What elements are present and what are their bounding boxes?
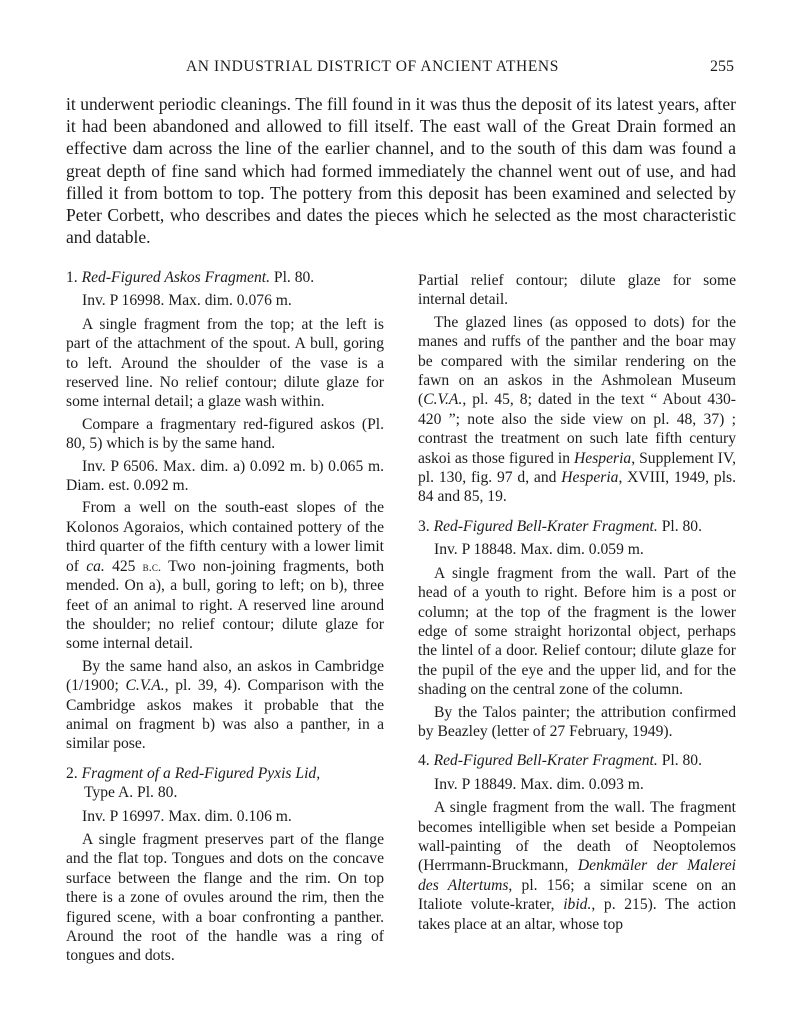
entry-3-title: Red-Figured Bell-Krater Fragment. [433, 517, 658, 535]
entry-1-number: 1. [66, 269, 78, 286]
entry-2-heading [66, 764, 384, 803]
entry-2-comparison: The glazed lines (as opposed to dots) for the manes and ruffs of the panther and the boar may be compared with the similar rendering on the fawn on an askos in the Ashmolean Museum (C.V.A., pl. 45, 8; dated in the text “ About 430-420 ”; note also the side view on pl. 48, 37) ; contrast the treatment on such late fifth century askoi as those figured in Hesperia, Supplement IV, pl. 130, fig. 97 d, and Hesperia, XVIII, 1949, pls. 84 and 85, 19. [418, 313, 736, 506]
entry-2-title: Fragment of a Red-Figured Pyxis Lid, [81, 764, 321, 782]
entry-4-description: A single fragment from the wall. The fragment becomes intelligible when set beside a Pompeian wall-painting of the death of Neoptolemos (Herrmann-Bruckmann, Denkmäler der Malerei des Altertums, pl. 156; a similar scene on an Italiote volute-krater, ibid., p. 215). The action takes place at an altar, whose top [418, 799, 736, 933]
entry-3-description: A single fragment from the wall. Part of the head of a youth to right. Before him is a post or column; at the top of the fragment is the lower edge of some straight horizontal object, perhaps the lintel of a door. Relief contour; dilute glaze for the pupil of the eye and the upper lid, and for the shading on the central zone of the column. [418, 564, 736, 699]
entry-3-number: 3. [418, 517, 430, 535]
entry-1-inventory: Inv. P 16998. Max. dim. 0.076 m. [82, 292, 292, 310]
entry-1-provenance: From a well on the south-east slopes of the Kolonos Agoraios, which contained pottery of the third quarter of the fifth century with a lower limit of ca. 425 b.c. Two non-joining fragments, both mended. On a), a bull, goring to left; on b), three feet of an animal to right. A reserved line around the shoulder; no relief contour; dilute glaze for some internal detail. [66, 499, 384, 653]
entry-4-heading [418, 751, 736, 770]
entry-3-heading [418, 517, 736, 536]
entry-2-continued: Partial relief contour; dilute glaze for some internal detail. [418, 272, 736, 309]
page-header [66, 58, 734, 80]
entry-3-inventory: Inv. P 18848. Max. dim. 0.059 m. [434, 541, 644, 559]
entry-3-attribution: By the Talos painter; the attribution confirmed by Beazley (letter of 27 February, 1949). [418, 703, 736, 740]
entry-1-plate: Pl. 80. [273, 269, 315, 286]
page-number: 255 [710, 58, 734, 75]
entry-2-type: Type A. Pl. 80. [84, 784, 178, 802]
right-column [418, 271, 736, 937]
entry-2-number: 2. [66, 764, 78, 782]
entry-3-plate: Pl. 80. [661, 517, 702, 535]
entry-2-description: A single fragment preserves part of the flange and the flat top. Tongues and dots on the concave surface between the flange and the rim. On top there is a zone of ovules around the rim, then the figured scene, with a boar confronting a panther. Around the root of the handle was a ring of tongues and dots. [66, 830, 384, 965]
intro-paragraph: it underwent periodic cleanings. The fill found in it was thus the deposit of its latest years, after it had been abandoned and allowed to fill itself. The east wall of the Great Drain formed an effective dam across the line of the earlier channel, and to the south of this dam was found a great depth of fine sand which had formed immediately the channel went out of use, and had filled it from bottom to top. The pottery from this deposit has been examined and selected by Peter Corbett, who describes and dates the pieces which he selected as the most characteristic and datable. [66, 94, 736, 248]
entry-4-plate: Pl. 80. [661, 752, 702, 770]
entry-1-title: Red-Figured Askos Fragment. [81, 269, 270, 286]
entry-1-heading [66, 268, 384, 287]
entry-4-number: 4. [418, 752, 430, 770]
entry-4-title: Red-Figured Bell-Krater Fragment. [433, 752, 658, 770]
entry-1-attribution: By the same hand also, an askos in Cambridge (1/1900; C.V.A., pl. 39, 4). Comparison with the Cambridge askos makes it probable that the animal on fragment b) was also a panther, in a similar pose. [66, 657, 384, 753]
entry-1-description: A single fragment from the top; at the left is part of the attachment of the spout. A bull, goring to left. Around the shoulder of the vase is a reserved line. No relief contour; dilute glaze for some internal detail; a glaze wash within. [66, 315, 384, 411]
entry-1-comparison: Compare a fragmentary red-figured askos (Pl. 80, 5) which is by the same hand. [66, 415, 384, 453]
entry-2-inventory: Inv. P 16997. Max. dim. 0.106 m. [82, 807, 292, 825]
running-title: AN INDUSTRIAL DISTRICT OF ANCIENT ATHENS [186, 58, 559, 75]
left-column [66, 268, 384, 969]
entry-1-inventory-2: Inv. P 6506. Max. dim. a) 0.092 m. b) 0.065 m. Diam. est. 0.092 m. [66, 457, 384, 495]
entry-4-inventory: Inv. P 18849. Max. dim. 0.093 m. [434, 775, 644, 793]
